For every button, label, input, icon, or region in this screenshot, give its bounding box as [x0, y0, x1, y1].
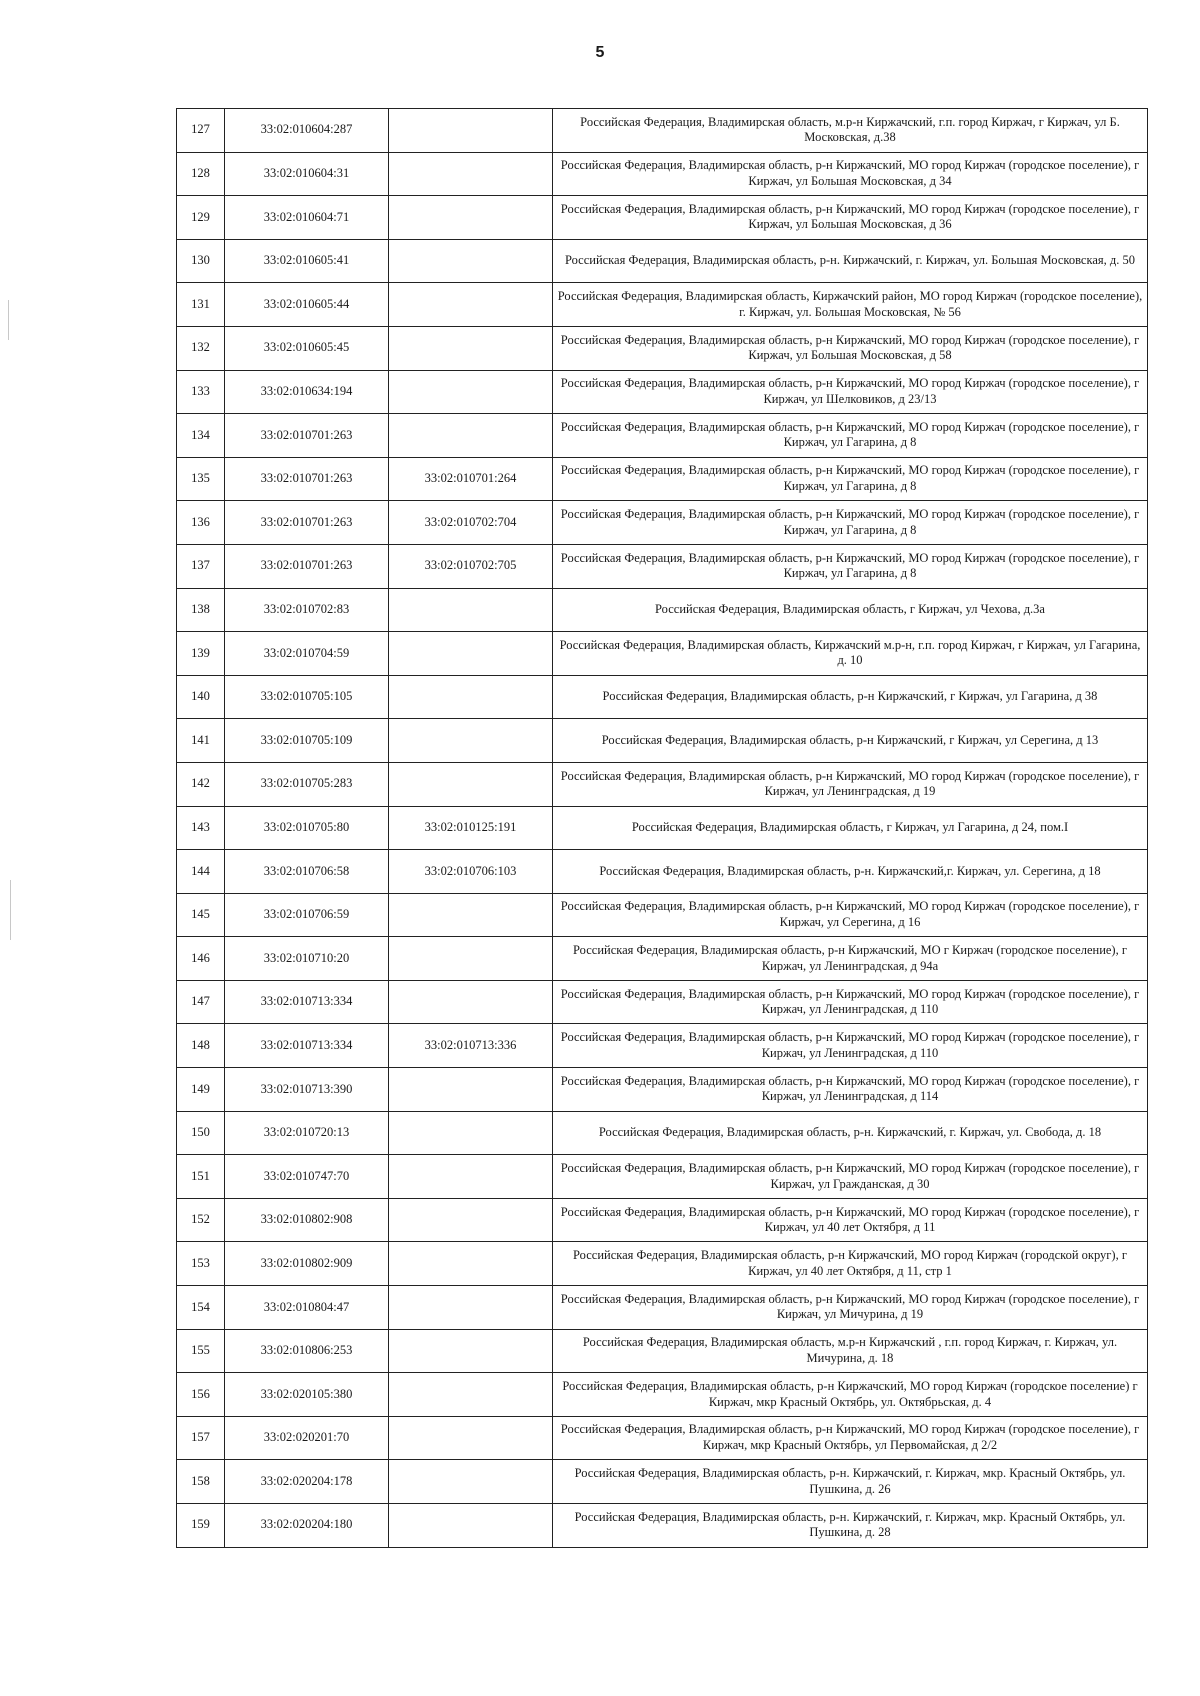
cadastral-number-cell: 33:02:010705:283: [225, 762, 389, 806]
cadastral-number-cell: 33:02:010701:263: [225, 414, 389, 458]
cadastral-number-cell: 33:02:010804:47: [225, 1286, 389, 1330]
related-cadastral-number-cell: [389, 1329, 553, 1373]
address-cell: Российская Федерация, Владимирская область, р-н. Киржачский,г. Киржач, ул. Серегина, д 18: [553, 850, 1148, 894]
address-cell: Российская Федерация, Владимирская область, г Киржач, ул Гагарина, д 24, пом.I: [553, 806, 1148, 850]
cadastral-number-cell: 33:02:010701:263: [225, 457, 389, 501]
row-number-cell: 139: [177, 632, 225, 676]
table-row: [177, 1111, 1148, 1155]
address-cell: Российская Федерация, Владимирская область, р-н Киржачский, МО город Киржач (городское поселение), г Киржач, ул Мичурина, д 19: [553, 1286, 1148, 1330]
cadastral-number-cell: 33:02:010702:83: [225, 588, 389, 632]
row-number-cell: 145: [177, 893, 225, 937]
row-number-cell: 132: [177, 326, 225, 370]
table-row: [177, 501, 1148, 545]
address-cell: Российская Федерация, Владимирская область, р-н Киржачский, МО город Киржач (городское поселение), г Киржач, ул Шелковиков, д 23/13: [553, 370, 1148, 414]
row-number-cell: 146: [177, 937, 225, 981]
address-cell: Российская Федерация, Владимирская область, р-н Киржачский, МО город Киржач (городское поселение), г Киржач, ул Ленинградская, д 110: [553, 1024, 1148, 1068]
address-cell: Российская Федерация, Владимирская область, г Киржач, ул Чехова, д.3а: [553, 588, 1148, 632]
row-number-cell: 130: [177, 239, 225, 283]
address-cell: Российская Федерация, Владимирская область, р-н Киржачский, МО г Киржач (городское поселение), г Киржач, ул Ленинградская, д 94а: [553, 937, 1148, 981]
table-row: [177, 109, 1148, 153]
table-row: [177, 370, 1148, 414]
table-row: [177, 152, 1148, 196]
address-cell: Российская Федерация, Владимирская область, м.р-н Киржачский, г.п. город Киржач, г Киржач, ул Б. Московская, д.38: [553, 109, 1148, 153]
address-cell: Российская Федерация, Владимирская область, р-н Киржачский, МО город Киржач (городское поселение), г Киржач, мкр Красный Октябрь, ул Первомайская, д 2/2: [553, 1416, 1148, 1460]
related-cadastral-number-cell: [389, 1286, 553, 1330]
cadastre-table-body: [177, 109, 1148, 1548]
related-cadastral-number-cell: [389, 1198, 553, 1242]
row-number-cell: 134: [177, 414, 225, 458]
related-cadastral-number-cell: [389, 326, 553, 370]
address-cell: Российская Федерация, Владимирская область, Киржачский м.р-н, г.п. город Киржач, г Киржач, ул Гагарина, д. 10: [553, 632, 1148, 676]
address-cell: Российская Федерация, Владимирская область, м.р-н Киржачский , г.п. город Киржач, г. Киржач, ул. Мичурина, д. 18: [553, 1329, 1148, 1373]
table-row: [177, 632, 1148, 676]
table-row: [177, 1155, 1148, 1199]
address-cell: Российская Федерация, Владимирская область, р-н Киржачский, МО город Киржач (городское поселение), г Киржач, ул Ленинградская, д 114: [553, 1068, 1148, 1112]
address-cell: Российская Федерация, Владимирская область, р-н Киржачский, г Киржач, ул Серегина, д 13: [553, 719, 1148, 763]
table-row: [177, 196, 1148, 240]
cadastral-number-cell: 33:02:010605:44: [225, 283, 389, 327]
related-cadastral-number-cell: [389, 1155, 553, 1199]
cadastral-number-cell: 33:02:020105:380: [225, 1373, 389, 1417]
related-cadastral-number-cell: [389, 675, 553, 719]
row-number-cell: 149: [177, 1068, 225, 1112]
cadastral-number-cell: 33:02:010802:909: [225, 1242, 389, 1286]
scan-edge-mark: [8, 300, 9, 340]
row-number-cell: 155: [177, 1329, 225, 1373]
row-number-cell: 129: [177, 196, 225, 240]
row-number-cell: 143: [177, 806, 225, 850]
row-number-cell: 137: [177, 544, 225, 588]
table-row: [177, 937, 1148, 981]
row-number-cell: 152: [177, 1198, 225, 1242]
cadastral-number-cell: 33:02:010704:59: [225, 632, 389, 676]
row-number-cell: 150: [177, 1111, 225, 1155]
cadastral-number-cell: 33:02:010705:109: [225, 719, 389, 763]
cadastral-number-cell: 33:02:010720:13: [225, 1111, 389, 1155]
related-cadastral-number-cell: 33:02:010125:191: [389, 806, 553, 850]
address-cell: Российская Федерация, Владимирская область, Киржачский район, МО город Киржач (городское поселение), г. Киржач, ул. Большая Московская, № 56: [553, 283, 1148, 327]
table-row: [177, 850, 1148, 894]
table-row: [177, 283, 1148, 327]
related-cadastral-number-cell: 33:02:010713:336: [389, 1024, 553, 1068]
related-cadastral-number-cell: [389, 414, 553, 458]
row-number-cell: 136: [177, 501, 225, 545]
row-number-cell: 135: [177, 457, 225, 501]
scan-edge-mark: [10, 880, 11, 940]
row-number-cell: 154: [177, 1286, 225, 1330]
address-cell: Российская Федерация, Владимирская область, р-н Киржачский, МО город Киржач (городское поселение), г Киржач, ул Гагарина, д 8: [553, 414, 1148, 458]
table-row: [177, 1024, 1148, 1068]
related-cadastral-number-cell: [389, 1460, 553, 1504]
row-number-cell: 128: [177, 152, 225, 196]
related-cadastral-number-cell: 33:02:010702:705: [389, 544, 553, 588]
table-row: [177, 1242, 1148, 1286]
related-cadastral-number-cell: [389, 632, 553, 676]
related-cadastral-number-cell: 33:02:010701:264: [389, 457, 553, 501]
table-row: [177, 762, 1148, 806]
related-cadastral-number-cell: [389, 762, 553, 806]
related-cadastral-number-cell: [389, 893, 553, 937]
related-cadastral-number-cell: [389, 109, 553, 153]
cadastral-number-cell: 33:02:010710:20: [225, 937, 389, 981]
address-cell: Российская Федерация, Владимирская область, р-н. Киржачский, г. Киржач, мкр. Красный Октябрь, ул. Пушкина, д. 26: [553, 1460, 1148, 1504]
related-cadastral-number-cell: [389, 283, 553, 327]
address-cell: Российская Федерация, Владимирская область, р-н Киржачский, МО город Киржач (городское поселение), г Киржач, ул Серегина, д 16: [553, 893, 1148, 937]
cadastral-number-cell: 33:02:010604:287: [225, 109, 389, 153]
address-cell: Российская Федерация, Владимирская область, р-н Киржачский, МО город Киржач (городское поселение), г Киржач, ул Гагарина, д 8: [553, 457, 1148, 501]
row-number-cell: 156: [177, 1373, 225, 1417]
row-number-cell: 158: [177, 1460, 225, 1504]
related-cadastral-number-cell: [389, 239, 553, 283]
related-cadastral-number-cell: [389, 370, 553, 414]
related-cadastral-number-cell: [389, 937, 553, 981]
cadastral-number-cell: 33:02:010706:58: [225, 850, 389, 894]
address-cell: Российская Федерация, Владимирская область, р-н Киржачский, МО город Киржач (городской округ), г Киржач, ул 40 лет Октября, д 11, стр 1: [553, 1242, 1148, 1286]
table-row: [177, 414, 1148, 458]
row-number-cell: 141: [177, 719, 225, 763]
cadastral-number-cell: 33:02:010634:194: [225, 370, 389, 414]
cadastral-number-cell: 33:02:010705:80: [225, 806, 389, 850]
address-cell: Российская Федерация, Владимирская область, р-н. Киржачский, г. Киржач, ул. Свобода, д. 18: [553, 1111, 1148, 1155]
related-cadastral-number-cell: 33:02:010702:704: [389, 501, 553, 545]
table-row: [177, 1373, 1148, 1417]
row-number-cell: 144: [177, 850, 225, 894]
table-row: [177, 806, 1148, 850]
address-cell: Российская Федерация, Владимирская область, р-н Киржачский, МО город Киржач (городское поселение), г Киржач, ул Гагарина, д 8: [553, 501, 1148, 545]
cadastre-table-container: [176, 108, 1148, 1548]
cadastral-number-cell: 33:02:010713:334: [225, 980, 389, 1024]
related-cadastral-number-cell: [389, 152, 553, 196]
table-row: [177, 893, 1148, 937]
address-cell: Российская Федерация, Владимирская область, р-н Киржачский, МО город Киржач (городское поселение), г Киржач, ул Большая Московская, д 36: [553, 196, 1148, 240]
address-cell: Российская Федерация, Владимирская область, р-н Киржачский, МО город Киржач (городское поселение), г Киржач, ул Большая Московская, д 34: [553, 152, 1148, 196]
cadastre-table: [176, 108, 1148, 1548]
related-cadastral-number-cell: [389, 588, 553, 632]
cadastral-number-cell: 33:02:010605:41: [225, 239, 389, 283]
row-number-cell: 159: [177, 1504, 225, 1548]
table-row: [177, 1416, 1148, 1460]
related-cadastral-number-cell: 33:02:010706:103: [389, 850, 553, 894]
related-cadastral-number-cell: [389, 1504, 553, 1548]
table-row: [177, 1068, 1148, 1112]
table-row: [177, 457, 1148, 501]
cadastral-number-cell: 33:02:010806:253: [225, 1329, 389, 1373]
row-number-cell: 142: [177, 762, 225, 806]
related-cadastral-number-cell: [389, 1242, 553, 1286]
address-cell: Российская Федерация, Владимирская область, р-н Киржачский, МО город Киржач (городское поселение), г Киржач, ул Большая Московская, д 58: [553, 326, 1148, 370]
table-row: [177, 1198, 1148, 1242]
table-row: [177, 239, 1148, 283]
cadastral-number-cell: 33:02:020204:178: [225, 1460, 389, 1504]
cadastral-number-cell: 33:02:010604:31: [225, 152, 389, 196]
row-number-cell: 138: [177, 588, 225, 632]
table-row: [177, 1460, 1148, 1504]
cadastral-number-cell: 33:02:010713:334: [225, 1024, 389, 1068]
address-cell: Российская Федерация, Владимирская область, р-н Киржачский, МО город Киржач (городское поселение), г Киржач, ул 40 лет Октября, д 11: [553, 1198, 1148, 1242]
address-cell: Российская Федерация, Владимирская область, р-н Киржачский, МО город Киржач (городское поселение) г Киржач, мкр Красный Октябрь, ул. Октябрьская, д. 4: [553, 1373, 1148, 1417]
address-cell: Российская Федерация, Владимирская область, р-н Киржачский, МО город Киржач (городское поселение), г Киржач, ул Гагарина, д 8: [553, 544, 1148, 588]
cadastral-number-cell: 33:02:010701:263: [225, 501, 389, 545]
row-number-cell: 147: [177, 980, 225, 1024]
cadastral-number-cell: 33:02:010802:908: [225, 1198, 389, 1242]
related-cadastral-number-cell: [389, 1416, 553, 1460]
cadastral-number-cell: 33:02:020201:70: [225, 1416, 389, 1460]
related-cadastral-number-cell: [389, 1068, 553, 1112]
related-cadastral-number-cell: [389, 1373, 553, 1417]
related-cadastral-number-cell: [389, 980, 553, 1024]
row-number-cell: 133: [177, 370, 225, 414]
cadastral-number-cell: 33:02:010713:390: [225, 1068, 389, 1112]
table-row: [177, 719, 1148, 763]
table-row: [177, 980, 1148, 1024]
cadastral-number-cell: 33:02:010705:105: [225, 675, 389, 719]
table-row: [177, 675, 1148, 719]
row-number-cell: 131: [177, 283, 225, 327]
page-number: 5: [595, 44, 605, 61]
address-cell: Российская Федерация, Владимирская область, р-н. Киржачский, г. Киржач, мкр. Красный Октябрь, ул. Пушкина, д. 28: [553, 1504, 1148, 1548]
table-row: [177, 1504, 1148, 1548]
row-number-cell: 157: [177, 1416, 225, 1460]
table-row: [177, 326, 1148, 370]
row-number-cell: 127: [177, 109, 225, 153]
table-row: [177, 588, 1148, 632]
row-number-cell: 148: [177, 1024, 225, 1068]
cadastral-number-cell: 33:02:010701:263: [225, 544, 389, 588]
table-row: [177, 1329, 1148, 1373]
cadastral-number-cell: 33:02:020204:180: [225, 1504, 389, 1548]
row-number-cell: 140: [177, 675, 225, 719]
table-row: [177, 1286, 1148, 1330]
row-number-cell: 153: [177, 1242, 225, 1286]
address-cell: Российская Федерация, Владимирская область, р-н Киржачский, МО город Киржач (городское поселение), г Киржач, ул Ленинградская, д 110: [553, 980, 1148, 1024]
address-cell: Российская Федерация, Владимирская область, р-н Киржачский, МО город Киржач (городское поселение), г Киржач, ул Ленинградская, д 19: [553, 762, 1148, 806]
related-cadastral-number-cell: [389, 1111, 553, 1155]
cadastral-number-cell: 33:02:010747:70: [225, 1155, 389, 1199]
related-cadastral-number-cell: [389, 719, 553, 763]
cadastral-number-cell: 33:02:010706:59: [225, 893, 389, 937]
address-cell: Российская Федерация, Владимирская область, р-н Киржачский, г Киржач, ул Гагарина, д 38: [553, 675, 1148, 719]
related-cadastral-number-cell: [389, 196, 553, 240]
cadastral-number-cell: 33:02:010604:71: [225, 196, 389, 240]
cadastral-number-cell: 33:02:010605:45: [225, 326, 389, 370]
address-cell: Российская Федерация, Владимирская область, р-н Киржачский, МО город Киржач (городское поселение), г Киржач, ул Гражданская, д 30: [553, 1155, 1148, 1199]
address-cell: Российская Федерация, Владимирская область, р-н. Киржачский, г. Киржач, ул. Большая Московская, д. 50: [553, 239, 1148, 283]
table-row: [177, 544, 1148, 588]
row-number-cell: 151: [177, 1155, 225, 1199]
